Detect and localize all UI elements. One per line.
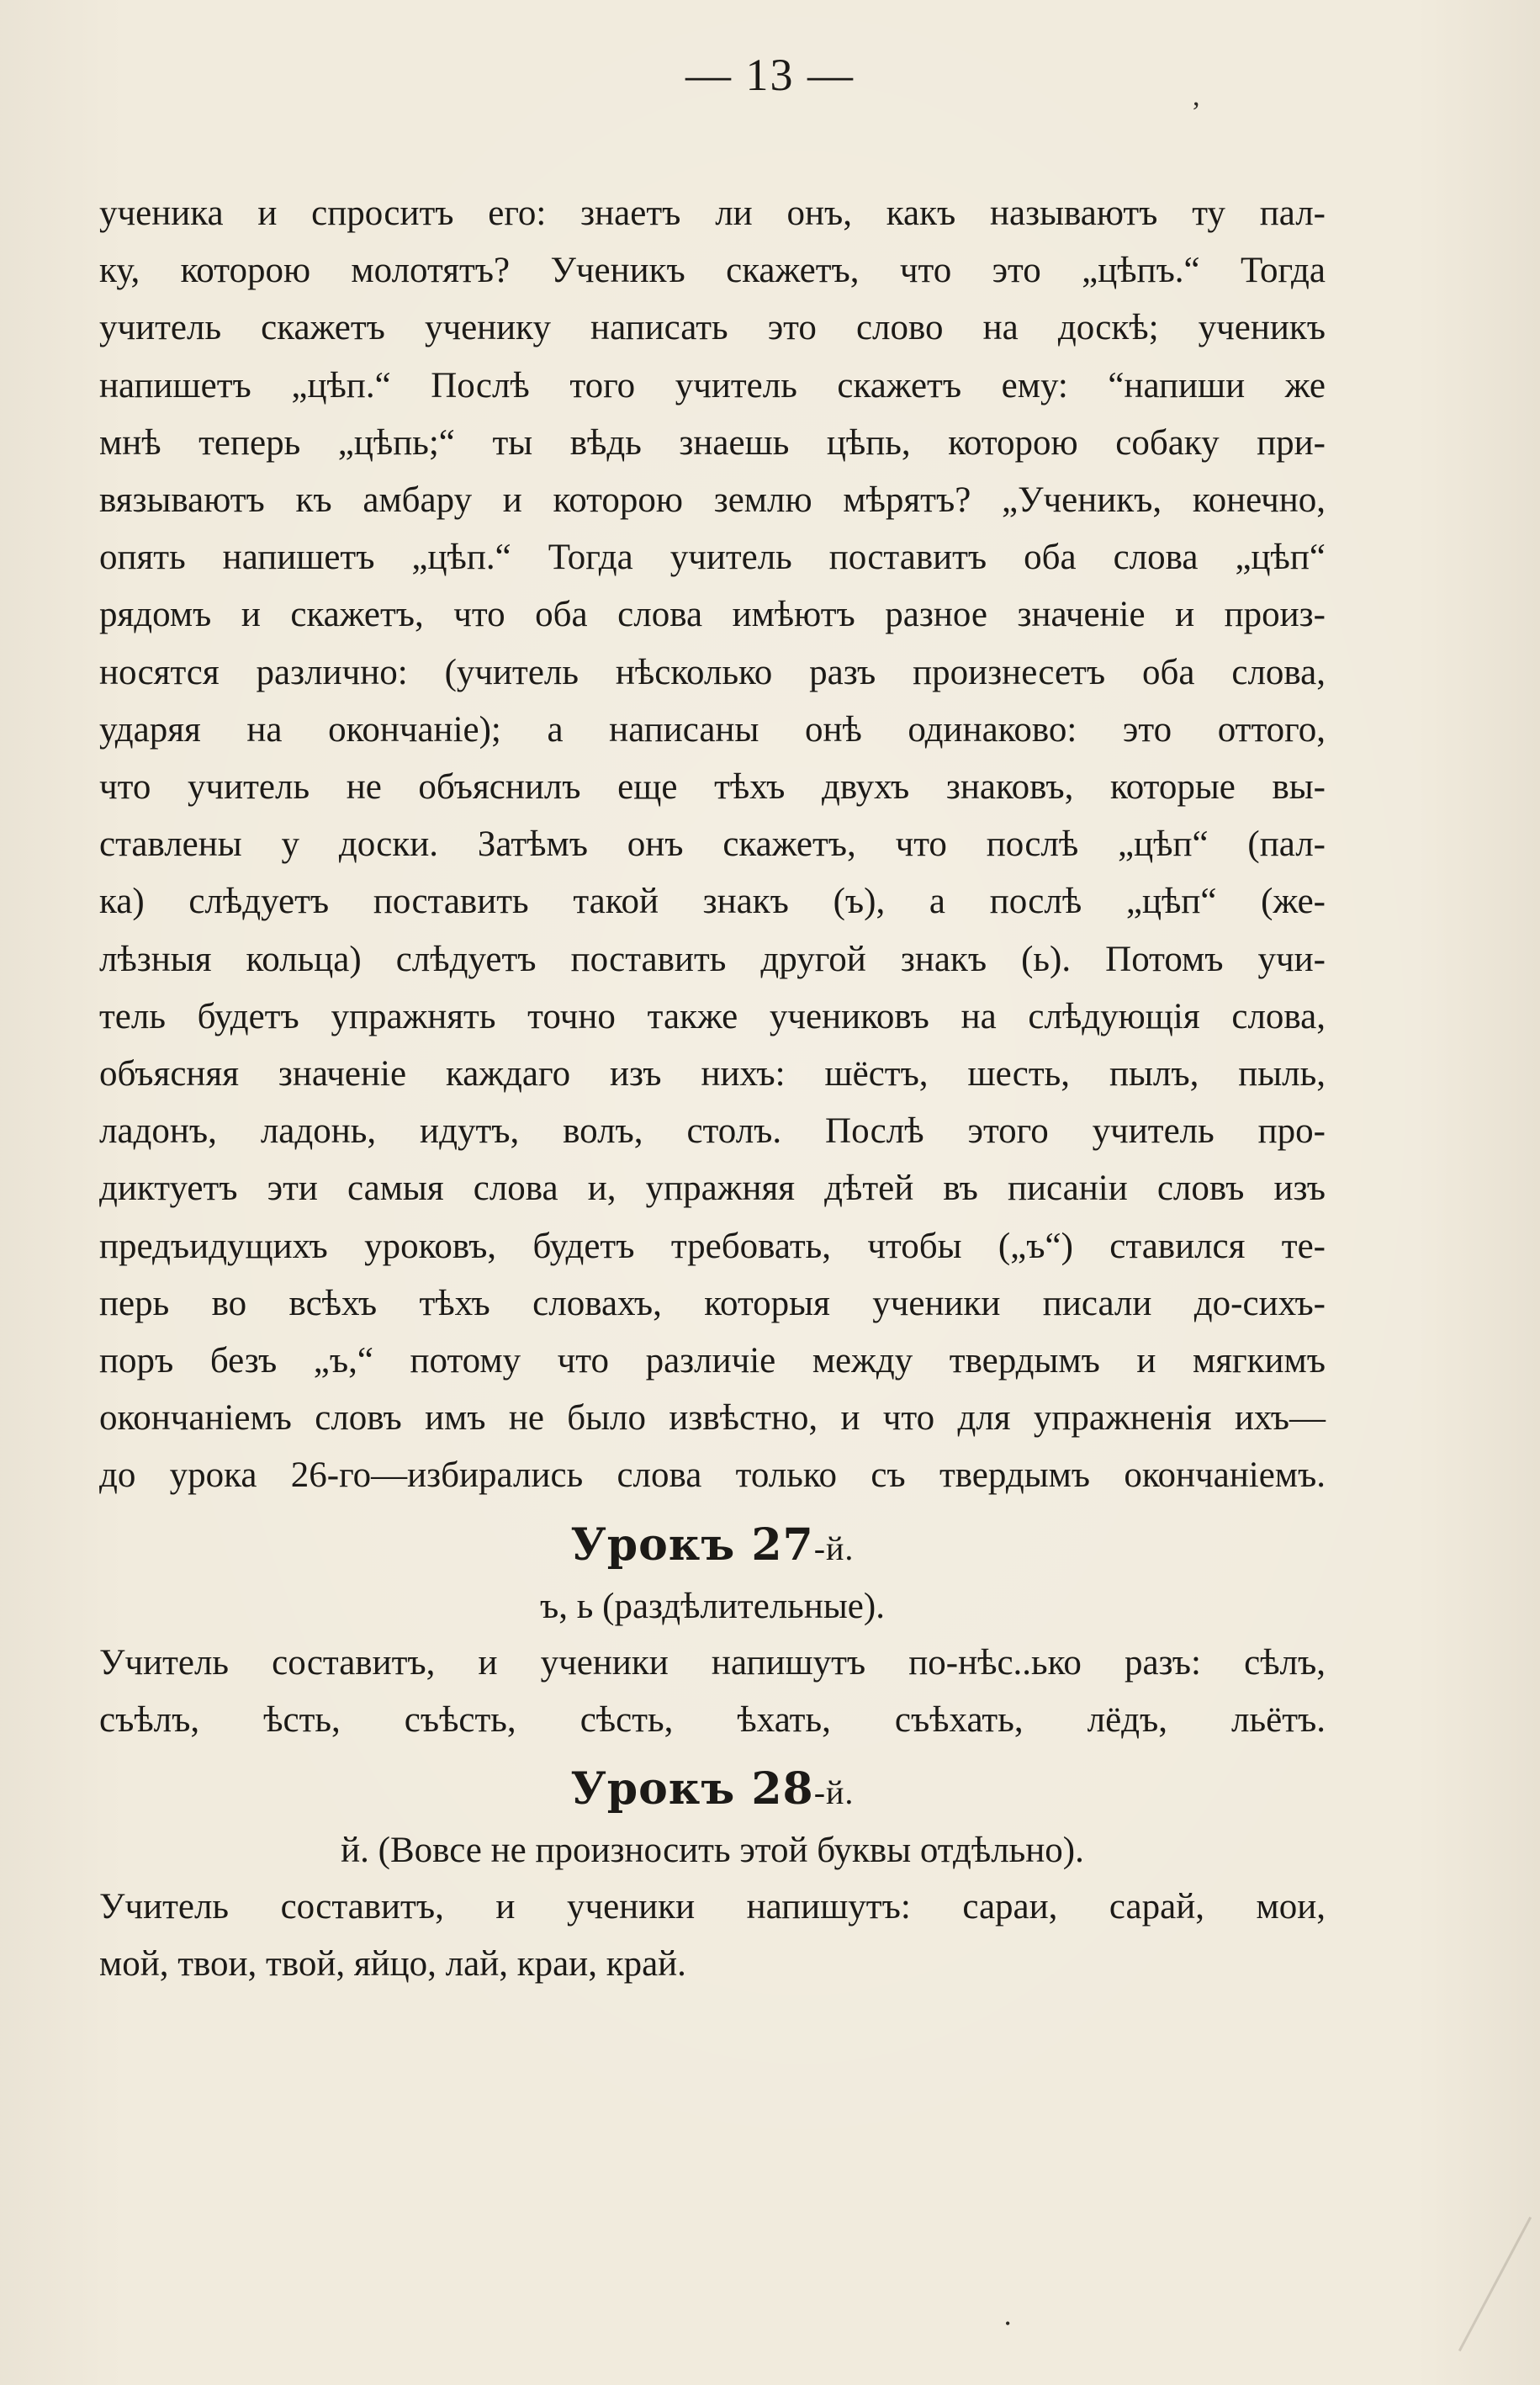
stray-dot: • xyxy=(1005,2315,1011,2332)
paragraph-line: вязываютъ къ амбару и которою землю мѣрятъ? „Ученикъ, конечно, xyxy=(99,480,1326,521)
paragraph-line: ку, которою молотятъ? Ученикъ скажетъ, что это „цѣпъ.“ Тогда xyxy=(99,251,1326,291)
paragraph-line: ударяя на окончаніе); а написаны онѣ одинаково: это оттого, xyxy=(99,709,1326,750)
page-number: — 13 — xyxy=(685,50,855,100)
paragraph-line: тель будетъ упражнять точно также учениковъ на слѣдующія слова, xyxy=(99,996,1326,1036)
lesson-27-subtitle: ъ, ь (раздѣлительные). xyxy=(540,1586,885,1626)
paragraph-line: ставлены у доски. Затѣмъ онъ скажетъ, что послѣ „цѣп“ (пал- xyxy=(99,824,1326,865)
page-body xyxy=(99,185,1326,1993)
paragraph-line: ка) слѣдуетъ поставить такой знакъ (ъ), а послѣ „цѣп“ (же- xyxy=(99,882,1326,922)
paragraph-line: до урока 26-го—избирались слова только съ твердымъ окончаніемъ. xyxy=(99,1455,1326,1496)
paragraph-line: рядомъ и скажетъ, что оба слова имѣютъ разное значеніе и произ- xyxy=(99,595,1326,635)
paragraph-line: диктуетъ эти самыя слова и, упражняя дѣтей въ писаніи словъ изъ xyxy=(99,1169,1326,1209)
page-crease xyxy=(1458,2217,1532,2351)
lesson-28-line: Учитель составитъ, и ученики напишутъ: сараи, сарай, мои, xyxy=(99,1887,1326,1927)
paragraph-line: что учитель не объяснилъ еще тѣхъ двухъ знаковъ, которые вы- xyxy=(99,767,1326,808)
lesson-27-title: Урокъ 27 xyxy=(570,1518,814,1571)
lesson-27-line: съѣлъ, ѣсть, съѣсть, сѣсть, ѣхать, съѣхать, лёдъ, льётъ. xyxy=(99,1699,1326,1740)
paragraph-line: напишетъ „цѣп.“ Послѣ того учитель скажетъ ему: “напиши же xyxy=(99,365,1326,405)
lesson-28-title: Урокъ 28 xyxy=(570,1763,814,1815)
paragraph-line: перь во всѣхъ тѣхъ словахъ, которыя ученики писали до-сихъ- xyxy=(99,1283,1326,1323)
lesson-28-suffix: -й. xyxy=(813,1773,855,1812)
paragraph-line: ладонъ, ладонь, идутъ, волъ, столъ. Послѣ этого учитель про- xyxy=(99,1111,1326,1152)
lesson-28-heading xyxy=(99,1759,1326,1823)
stray-mark: , xyxy=(1193,81,1200,112)
paragraph-line: опять напишетъ „цѣп.“ Тогда учитель поставитъ оба слова „цѣп“ xyxy=(99,538,1326,578)
paragraph-line: лѣзныя кольца) слѣдуетъ поставить другой знакъ (ь). Потомъ учи- xyxy=(99,939,1326,979)
paragraph-line: поръ безъ „ъ,“ потому что различіе между твердымъ и мягкимъ xyxy=(99,1341,1326,1381)
paragraph-line: учитель скажетъ ученику написать это слово на доскѣ; ученикъ xyxy=(99,308,1326,348)
lesson-27-line: Учитель составитъ, и ученики напишутъ по-нѣс..ько разъ: сѣлъ, xyxy=(99,1642,1326,1683)
lesson-28-subtitle: й. (Вовсе не произносить этой буквы отдѣльно). xyxy=(341,1831,1084,1871)
lesson-27-heading xyxy=(99,1515,1326,1579)
paragraph-line: предъидущихъ уроковъ, будетъ требовать, чтобы („ъ“) ставился те- xyxy=(99,1226,1326,1266)
paragraph-line: объясняя значеніе каждаго изъ нихъ: шёстъ, шесть, пылъ, пыль, xyxy=(99,1054,1326,1094)
paragraph-line: ученика и спроситъ его: знаетъ ли онъ, какъ называютъ ту пал- xyxy=(99,193,1326,233)
lesson-28-line: мой, твои, твой, яйцо, лай, краи, край. xyxy=(99,1944,686,1985)
paragraph-line: носятся различно: (учитель нѣсколько разъ произнесетъ оба слова, xyxy=(99,652,1326,692)
paragraph-line: мнѣ теперь „цѣпь;“ ты вѣдь знаешь цѣпь, которою собаку при- xyxy=(99,422,1326,463)
lesson-27-suffix: -й. xyxy=(813,1529,855,1567)
paragraph-line: окончаніемъ словъ имъ не было извѣстно, и что для упражненія ихъ— xyxy=(99,1398,1326,1439)
